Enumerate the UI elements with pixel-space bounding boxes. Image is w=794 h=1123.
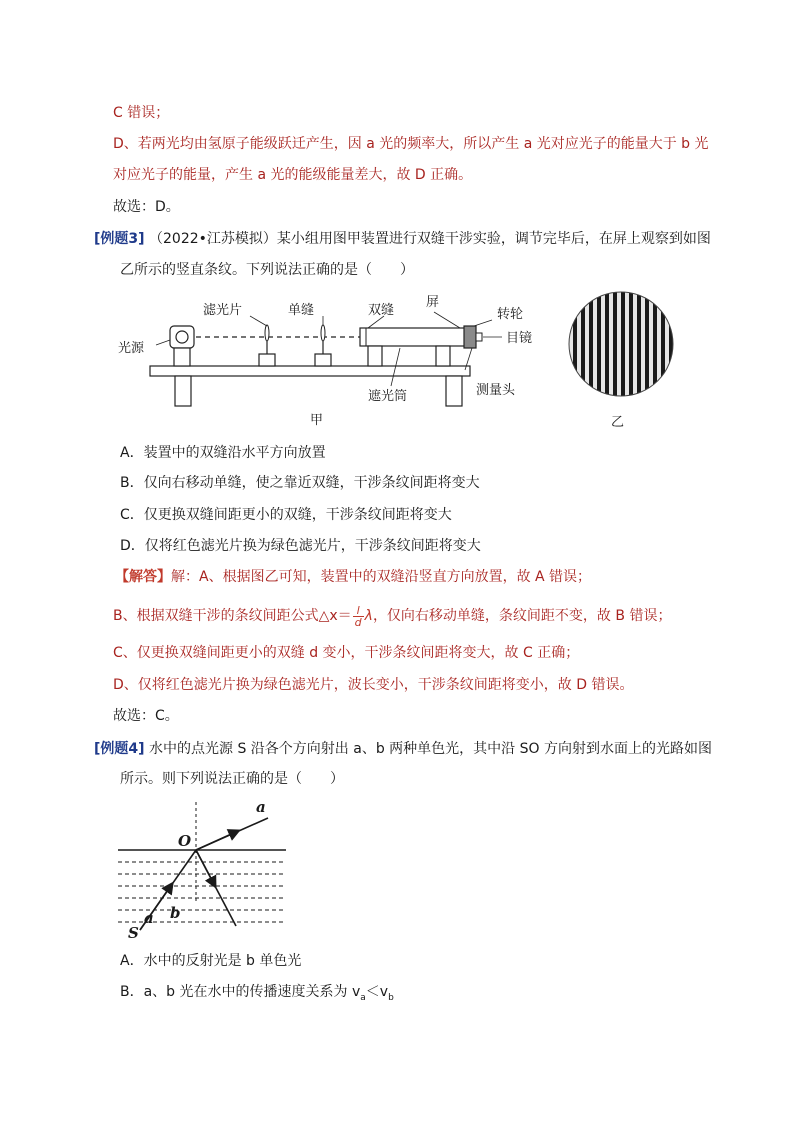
- ex3-option-c: C．仅更换双缝间距更小的双缝，干涉条纹间距将变大: [120, 507, 452, 523]
- bright-fringe: [657, 288, 661, 400]
- ex4-option-a: A．水中的反射光是 b 单色光: [120, 953, 302, 969]
- ex3-answer-c: C、仅更换双缝间距更小的双缝 d 变小，干涉条纹间距将变大，故 C 正确；: [113, 645, 580, 661]
- ex4-option-b-sub-b: b: [388, 992, 394, 1003]
- ex3-option-d: D．仅将红色滤光片换为绿色滤光片，干涉条纹间距将变大: [120, 538, 481, 554]
- ex4-tag: [例题4]: [94, 741, 145, 757]
- double-slit-apparatus-figure: [110, 290, 550, 430]
- label-filter: 滤光片: [203, 303, 243, 318]
- prev-c-wrong: C 错误；: [113, 105, 170, 121]
- bright-fringe: [593, 288, 597, 400]
- label-ray-b-low: b: [170, 904, 181, 922]
- formula-fraction: [353, 605, 364, 628]
- bright-fringe: [641, 288, 645, 400]
- label-double-slit: 双缝: [368, 303, 395, 318]
- prev-choose: 故选：D。: [113, 199, 180, 215]
- ex4-option-b-lt: ＜v: [365, 984, 389, 1000]
- label-measure-head: 测量头: [476, 383, 516, 398]
- ex3-question-line2: 乙所示的竖直条纹。下列说法正确的是（ ）: [120, 262, 414, 278]
- ex3-answer-b: [113, 603, 671, 629]
- prev-d-line2: 对应光子的能量，产生 a 光的能级能量差大，故 D 正确。: [113, 167, 473, 183]
- ex3-option-b: B．仅向右移动单缝，使之靠近双缝，干涉条纹间距将变大: [120, 475, 480, 491]
- label-ray-a-low: a: [144, 909, 154, 927]
- ex3-answer-tag: 【解答】: [115, 569, 171, 585]
- formula-lambda: λ: [364, 608, 373, 624]
- formula-numerator: l: [353, 605, 364, 617]
- water-refraction-figure: [110, 792, 300, 942]
- ex4-question-line2: 所示。则下列说法正确的是（ ）: [120, 771, 344, 787]
- prev-d-line1: D、若两光均由氢原子能级跃迁产生，因 a 光的频率大，所以产生 a 光对应光子的能量大于 b 光: [113, 136, 709, 152]
- ex3-answer-b-post: ，仅向右移动单缝，条纹间距不变，故 B 错误；: [372, 608, 672, 624]
- bright-fringe: [601, 288, 605, 400]
- ex3-answer-b-pre: B、根据双缝干涉的条纹间距公式△x＝: [113, 608, 352, 624]
- ex3-option-a: A．装置中的双缝沿水平方向放置: [120, 445, 326, 461]
- ex3-answer-a-text: 解：A、根据图乙可知，装置中的双缝沿竖直方向放置，故 A 错误；: [171, 569, 592, 585]
- bright-fringe: [609, 288, 613, 400]
- ex3-answer-d: D、仅将红色滤光片换为绿色滤光片，波长变小，干涉条纹间距将变小，故 D 错误。: [113, 677, 634, 693]
- label-jia: 甲: [310, 413, 324, 428]
- bright-fringe: [625, 288, 629, 400]
- bright-fringe: [649, 288, 653, 400]
- ex3-question-text1: （2022•江苏模拟）某小组用图甲装置进行双缝干涉实验，调节完毕后，在屏上观察到如图: [149, 231, 711, 247]
- fringe-pattern-figure: [563, 288, 683, 433]
- ex4-question-line1: [94, 739, 712, 759]
- ex4-question-text1: 水中的点光源 S 沿各个方向射出 a、b 两种单色光，其中沿 SO 方向射到水面上的光路如图: [149, 741, 712, 757]
- label-tube: 遮光筒: [368, 389, 408, 404]
- ex4-option-b: [120, 982, 394, 1008]
- ex3-answer-a: [115, 567, 591, 587]
- ex3-question-line1: [94, 229, 711, 249]
- bright-fringe: [569, 288, 573, 400]
- label-eyepiece: 目镜: [506, 331, 533, 346]
- label-point-s: S: [128, 924, 139, 942]
- label-ray-a-top: a: [256, 798, 266, 816]
- label-screen: 屏: [426, 295, 440, 310]
- bright-fringe: [673, 288, 677, 400]
- bright-fringe: [577, 288, 581, 400]
- bright-fringe: [665, 288, 669, 400]
- label-light-source: 光源: [118, 341, 145, 356]
- ex4-option-b-sub-a: a: [360, 992, 366, 1003]
- formula-denominator: d: [354, 615, 362, 629]
- bright-fringe: [633, 288, 637, 400]
- label-yi: 乙: [611, 415, 625, 430]
- ex3-choose: 故选：C。: [113, 708, 179, 724]
- label-single-slit: 单缝: [288, 303, 315, 318]
- label-point-o: O: [178, 832, 192, 850]
- label-wheel: 转轮: [497, 307, 524, 322]
- bright-fringe: [617, 288, 621, 400]
- ex3-tag: [例题3]: [94, 231, 145, 247]
- ex4-option-b-pre: B．a、b 光在水中的传播速度关系为 v: [120, 984, 361, 1000]
